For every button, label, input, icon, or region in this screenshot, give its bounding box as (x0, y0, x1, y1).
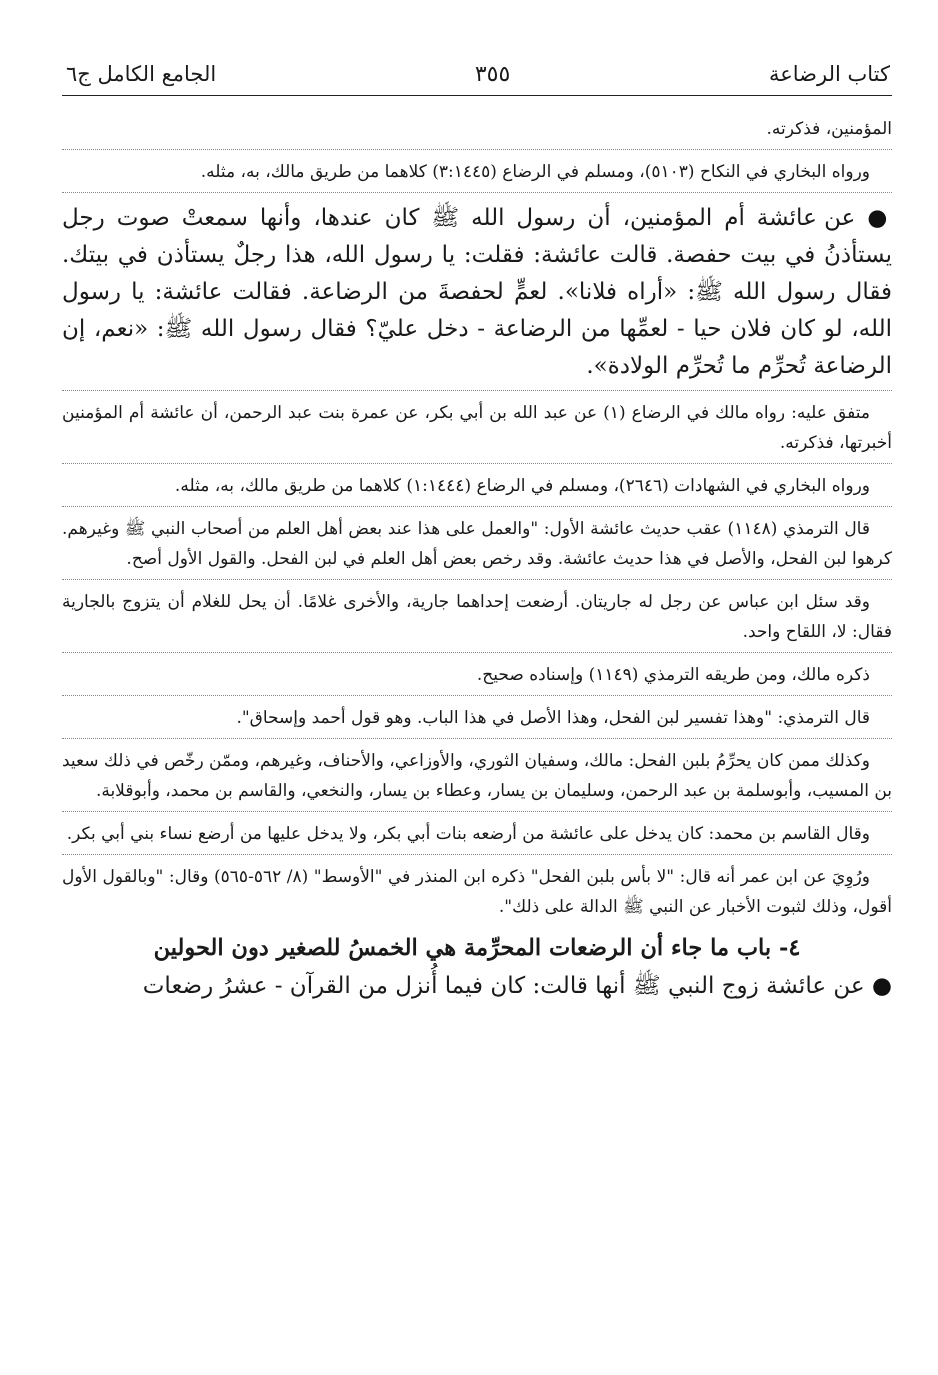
note-paragraph: قال الترمذي: "وهذا تفسير لبن الفحل، وهذا الأصل في هذا الباب. وهو قول أحمد وإسحاق". (236, 708, 870, 728)
bullet-icon: ● (867, 205, 893, 231)
bullet-icon: ● (871, 973, 892, 999)
hadith-text: عن عائشة أم المؤمنين، أن رسول الله ﷺ كان عندها، وأنها سمعتْ صوت رجل يستأذنُ في بيت حفصة. قالت عائشة: فقلت: يا رسول الله، هذا رجلٌ يستأذن في بيتك. فقال رسول الله ﷺ: «أراه فلانا». لعمٍّ لحفصةَ من الرضاعة. فقالت عائشة: يا رسول الله، لو كان فلان حيا - لعمِّها من الرضاعة - دخل عليّ؟ فقال رسول الله ﷺ: «نعم، إن الرضاعة تُحرِّم ما تُحرِّم الولادة». (62, 205, 892, 379)
page-body (62, 114, 892, 1005)
book-title: كتاب الرضاعة (768, 62, 890, 86)
note-paragraph: ورواه البخاري في الشهادات (٢٦٤٦)، ومسلم في الرضاع (١:١٤٤٤) كلاهما من طريق مالك، به، مثله. (174, 476, 870, 496)
note-paragraph: وقال القاسم بن محمد: كان يدخل على عائشة من أرضعه بنات أبي بكر، ولا يدخل عليها من أرضع نساء بني أبي بكر. (66, 824, 870, 844)
note-paragraph: ذكره مالك، ومن طريقه الترمذي (١١٤٩) وإسناده صحيح. (476, 665, 870, 685)
paragraph-divider (62, 811, 892, 812)
hadith-text: عن عائشة زوج النبي ﷺ أنها قالت: كان فيما أُنزل من القرآن - عشرُ رضعات (142, 973, 865, 999)
paragraph-divider (62, 149, 892, 150)
paragraph-divider (62, 192, 892, 193)
hadith-paragraph (62, 200, 892, 385)
paragraph-divider (62, 854, 892, 855)
hadith-paragraph (62, 968, 892, 1005)
note-paragraph: متفق عليه: رواه مالك في الرضاع (١) عن عبد الله بن أبي بكر، عن عمرة بنت عبد الرحمن، أن عائشة أم المؤمنين أخبرتها، فذكرته. (62, 403, 892, 453)
series-title: الجامع الكامل ج٦ (66, 62, 217, 86)
paragraph-divider (62, 463, 892, 464)
paragraph-divider (62, 390, 892, 391)
paragraph-divider (62, 695, 892, 696)
note-paragraph: قال الترمذي (١١٤٨) عقب حديث عائشة الأول: "والعمل على هذا عند بعض أهل العلم من أصحاب النبي ﷺ وغيرهم. كرهوا لبن الفحل، والأصل في هذا حديث عائشة. وقد رخص بعض أهل العلم في لبن الفحل. والقول الأول أصح. (62, 519, 892, 569)
paragraph-divider (62, 652, 892, 653)
note-paragraph: ورواه البخاري في النكاح (٥١٠٣)، ومسلم في الرضاع (٣:١٤٤٥) كلاهما من طريق مالك، به، مثله. (200, 162, 870, 182)
note-paragraph: وكذلك ممن كان يحرِّمُ بلبن الفحل: مالك، وسفيان الثوري، والأوزاعي، والأحناف، وغيرهم، وممّن رخّص في ذلك سعيد بن المسيب، وأبوسلمة بن عبد الرحمن، وسليمان بن يسار، وعطاء بن يسار، والنخعي، والقاسم بن محمد، وأبوقلابة. (62, 751, 892, 801)
paragraph-divider (62, 738, 892, 739)
paragraph-divider (62, 506, 892, 507)
paragraph-divider (62, 579, 892, 580)
note-paragraph: ورُوِيَ عن ابن عمر أنه قال: "لا بأس بلبن الفحل" ذكره ابن المنذر في "الأوسط" (٨/ ٥٦٢-٥٦٥) وقال: "وبالقول الأول أقول، وذلك لثبوت الأخبار عن النبي ﷺ الدالة على ذلك". (62, 867, 892, 917)
running-header (62, 62, 892, 96)
chapter-heading: ٤- باب ما جاء أن الرضعات المحرِّمة هي الخمسُ للصغير دون الحولين (153, 935, 801, 961)
note-paragraph: المؤمنين، فذكرته. (766, 119, 892, 139)
page-number: ٣٥٥ (474, 62, 511, 87)
note-paragraph: وقد سئل ابن عباس عن رجل له جاريتان. أرضعت إحداهما جارية، والأخرى غلامًا. أن يحل للغلام أن يتزوج بالجارية فقال: لا، اللقاح واحد. (62, 592, 892, 642)
